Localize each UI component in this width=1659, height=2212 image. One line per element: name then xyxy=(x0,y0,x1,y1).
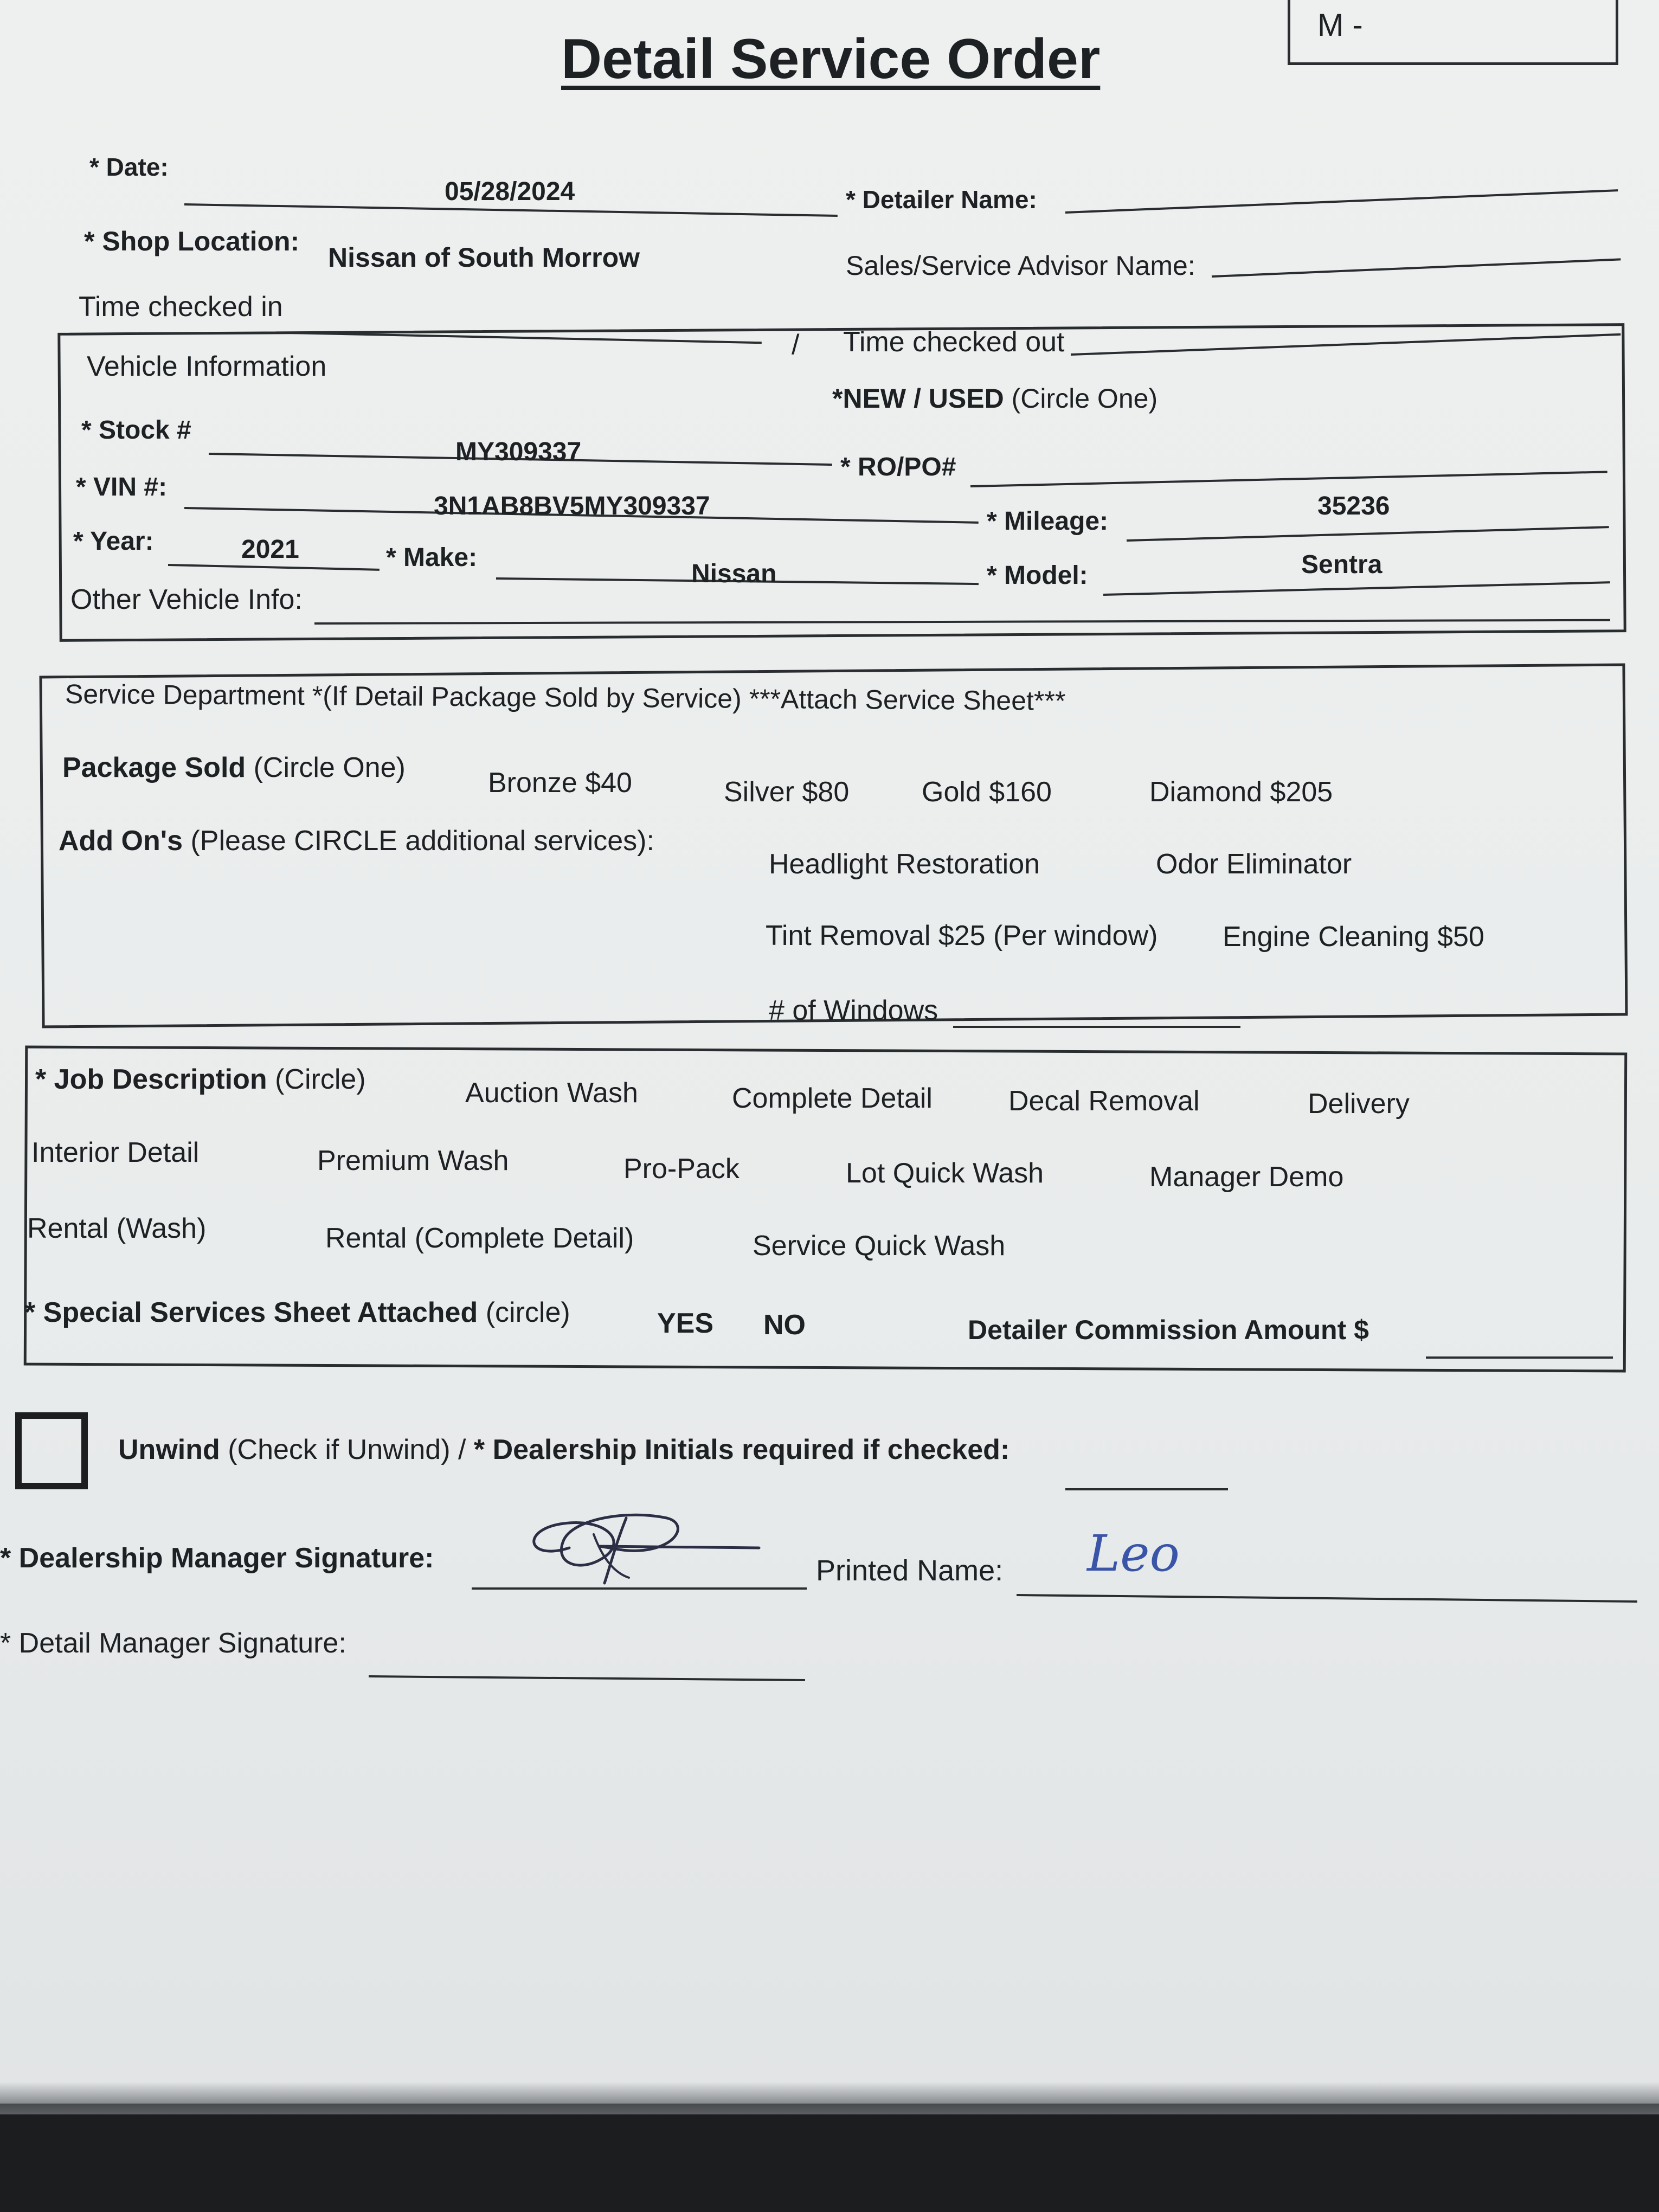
unwind-label: Unwind xyxy=(118,1434,220,1465)
form-title: Detail Service Order xyxy=(561,28,1101,91)
special-services-yes[interactable]: YES xyxy=(657,1308,714,1339)
model-label: * Model: xyxy=(987,561,1088,590)
make-label: * Make: xyxy=(386,543,478,572)
job-delivery[interactable]: Delivery xyxy=(1308,1088,1410,1120)
shop-location-label: * Shop Location: xyxy=(84,226,300,256)
unwind-hint: (Check if Unwind) / xyxy=(228,1434,466,1465)
job-rental-wash[interactable]: Rental (Wash) xyxy=(27,1213,207,1244)
time-out-label: Time checked out xyxy=(843,326,1065,358)
addons-hint: (Please CIRCLE additional services): xyxy=(190,825,654,857)
shop-location-value: Nissan of South Morrow xyxy=(328,242,640,273)
initials-label: * Dealership Initials required if checked: xyxy=(473,1434,1010,1465)
job-description-label-group xyxy=(35,1065,366,1094)
initials-line[interactable] xyxy=(1065,1488,1228,1490)
job-manager-demo[interactable]: Manager Demo xyxy=(1149,1161,1344,1193)
other-vehicle-info-label: Other Vehicle Info: xyxy=(70,584,303,615)
windows-label: # of Windows xyxy=(769,995,938,1026)
addon-headlight-restoration[interactable]: Headlight Restoration xyxy=(769,848,1040,880)
addon-tint-removal[interactable]: Tint Removal $25 (Per window) xyxy=(766,920,1158,951)
time-in-label: Time checked in xyxy=(79,291,283,323)
vin-label: * VIN #: xyxy=(76,473,168,501)
unwind-group xyxy=(118,1436,1009,1464)
stock-label: * Stock # xyxy=(81,416,191,445)
manager-signature-label: * Dealership Manager Signature: xyxy=(0,1542,434,1574)
package-sold-label-group xyxy=(62,754,406,782)
job-lot-quick-wash[interactable]: Lot Quick Wash xyxy=(846,1158,1044,1189)
time-separator: / xyxy=(792,329,800,361)
service-section-label: Service Department *(If Detail Package Sold by Service) ***Attach Service Sheet*** xyxy=(65,679,1066,716)
year-label: * Year: xyxy=(73,527,154,556)
commission-label: Detailer Commission Amount $ xyxy=(968,1315,1369,1345)
new-used-selector[interactable] xyxy=(832,385,1158,412)
printed-name-label: Printed Name: xyxy=(816,1554,1004,1587)
addons-label-group xyxy=(59,827,654,855)
special-services-no[interactable]: NO xyxy=(763,1309,806,1341)
advisor-label: Sales/Service Advisor Name: xyxy=(846,250,1195,281)
special-services-hint: (circle) xyxy=(485,1297,570,1328)
new-used-label: *NEW / USED xyxy=(832,383,1004,414)
addon-odor-eliminator[interactable]: Odor Eliminator xyxy=(1156,848,1352,880)
detail-manager-signature-label: * Detail Manager Signature: xyxy=(0,1628,346,1659)
background-surface xyxy=(0,2104,1659,2212)
package-label: Package Sold xyxy=(62,752,246,783)
job-service-quick-wash[interactable]: Service Quick Wash xyxy=(753,1230,1006,1262)
manager-signature-mark xyxy=(504,1496,786,1589)
job-decal-removal[interactable]: Decal Removal xyxy=(1008,1085,1200,1117)
detailer-name-label: * Detailer Name: xyxy=(846,185,1037,214)
job-pro-pack[interactable]: Pro-Pack xyxy=(623,1153,740,1185)
job-rental-complete-detail[interactable]: Rental (Complete Detail) xyxy=(325,1223,634,1254)
job-complete-detail[interactable]: Complete Detail xyxy=(732,1083,933,1114)
addon-engine-cleaning[interactable]: Engine Cleaning $50 xyxy=(1223,921,1484,953)
mileage-label: * Mileage: xyxy=(987,507,1109,536)
package-bronze[interactable]: Bronze $40 xyxy=(488,767,632,799)
stock-value: MY309337 xyxy=(455,438,582,466)
new-used-hint: (Circle One) xyxy=(1011,383,1158,414)
commission-line[interactable] xyxy=(1426,1356,1613,1359)
job-label: * Job Description xyxy=(35,1064,267,1095)
date-label: * Date: xyxy=(89,153,169,181)
ro-po-label: * RO/PO# xyxy=(840,453,956,481)
year-value: 2021 xyxy=(241,535,299,564)
special-services-label: * Special Services Sheet Attached xyxy=(24,1297,478,1328)
form-number-label: M - xyxy=(1317,8,1363,43)
package-diamond[interactable]: Diamond $205 xyxy=(1149,776,1333,808)
package-gold[interactable]: Gold $160 xyxy=(922,776,1052,808)
special-services-group xyxy=(24,1298,570,1327)
job-interior-detail[interactable]: Interior Detail xyxy=(31,1137,200,1168)
vin-value: 3N1AB8BV5MY309337 xyxy=(434,492,710,520)
windows-line[interactable] xyxy=(953,1026,1240,1028)
job-auction-wash[interactable]: Auction Wash xyxy=(465,1077,638,1109)
printed-name-value: Leo xyxy=(1087,1525,1180,1583)
vehicle-section-label: Vehicle Information xyxy=(87,351,327,382)
make-value: Nissan xyxy=(691,560,777,588)
package-hint: (Circle One) xyxy=(253,752,406,783)
mileage-value: 35236 xyxy=(1317,492,1390,520)
unwind-checkbox[interactable] xyxy=(15,1412,88,1489)
date-value: 05/28/2024 xyxy=(445,177,575,206)
package-silver[interactable]: Silver $80 xyxy=(724,776,850,808)
addons-label: Add On's xyxy=(59,825,183,857)
job-hint: (Circle) xyxy=(275,1064,366,1095)
job-premium-wash[interactable]: Premium Wash xyxy=(317,1145,509,1176)
model-value: Sentra xyxy=(1301,550,1382,579)
